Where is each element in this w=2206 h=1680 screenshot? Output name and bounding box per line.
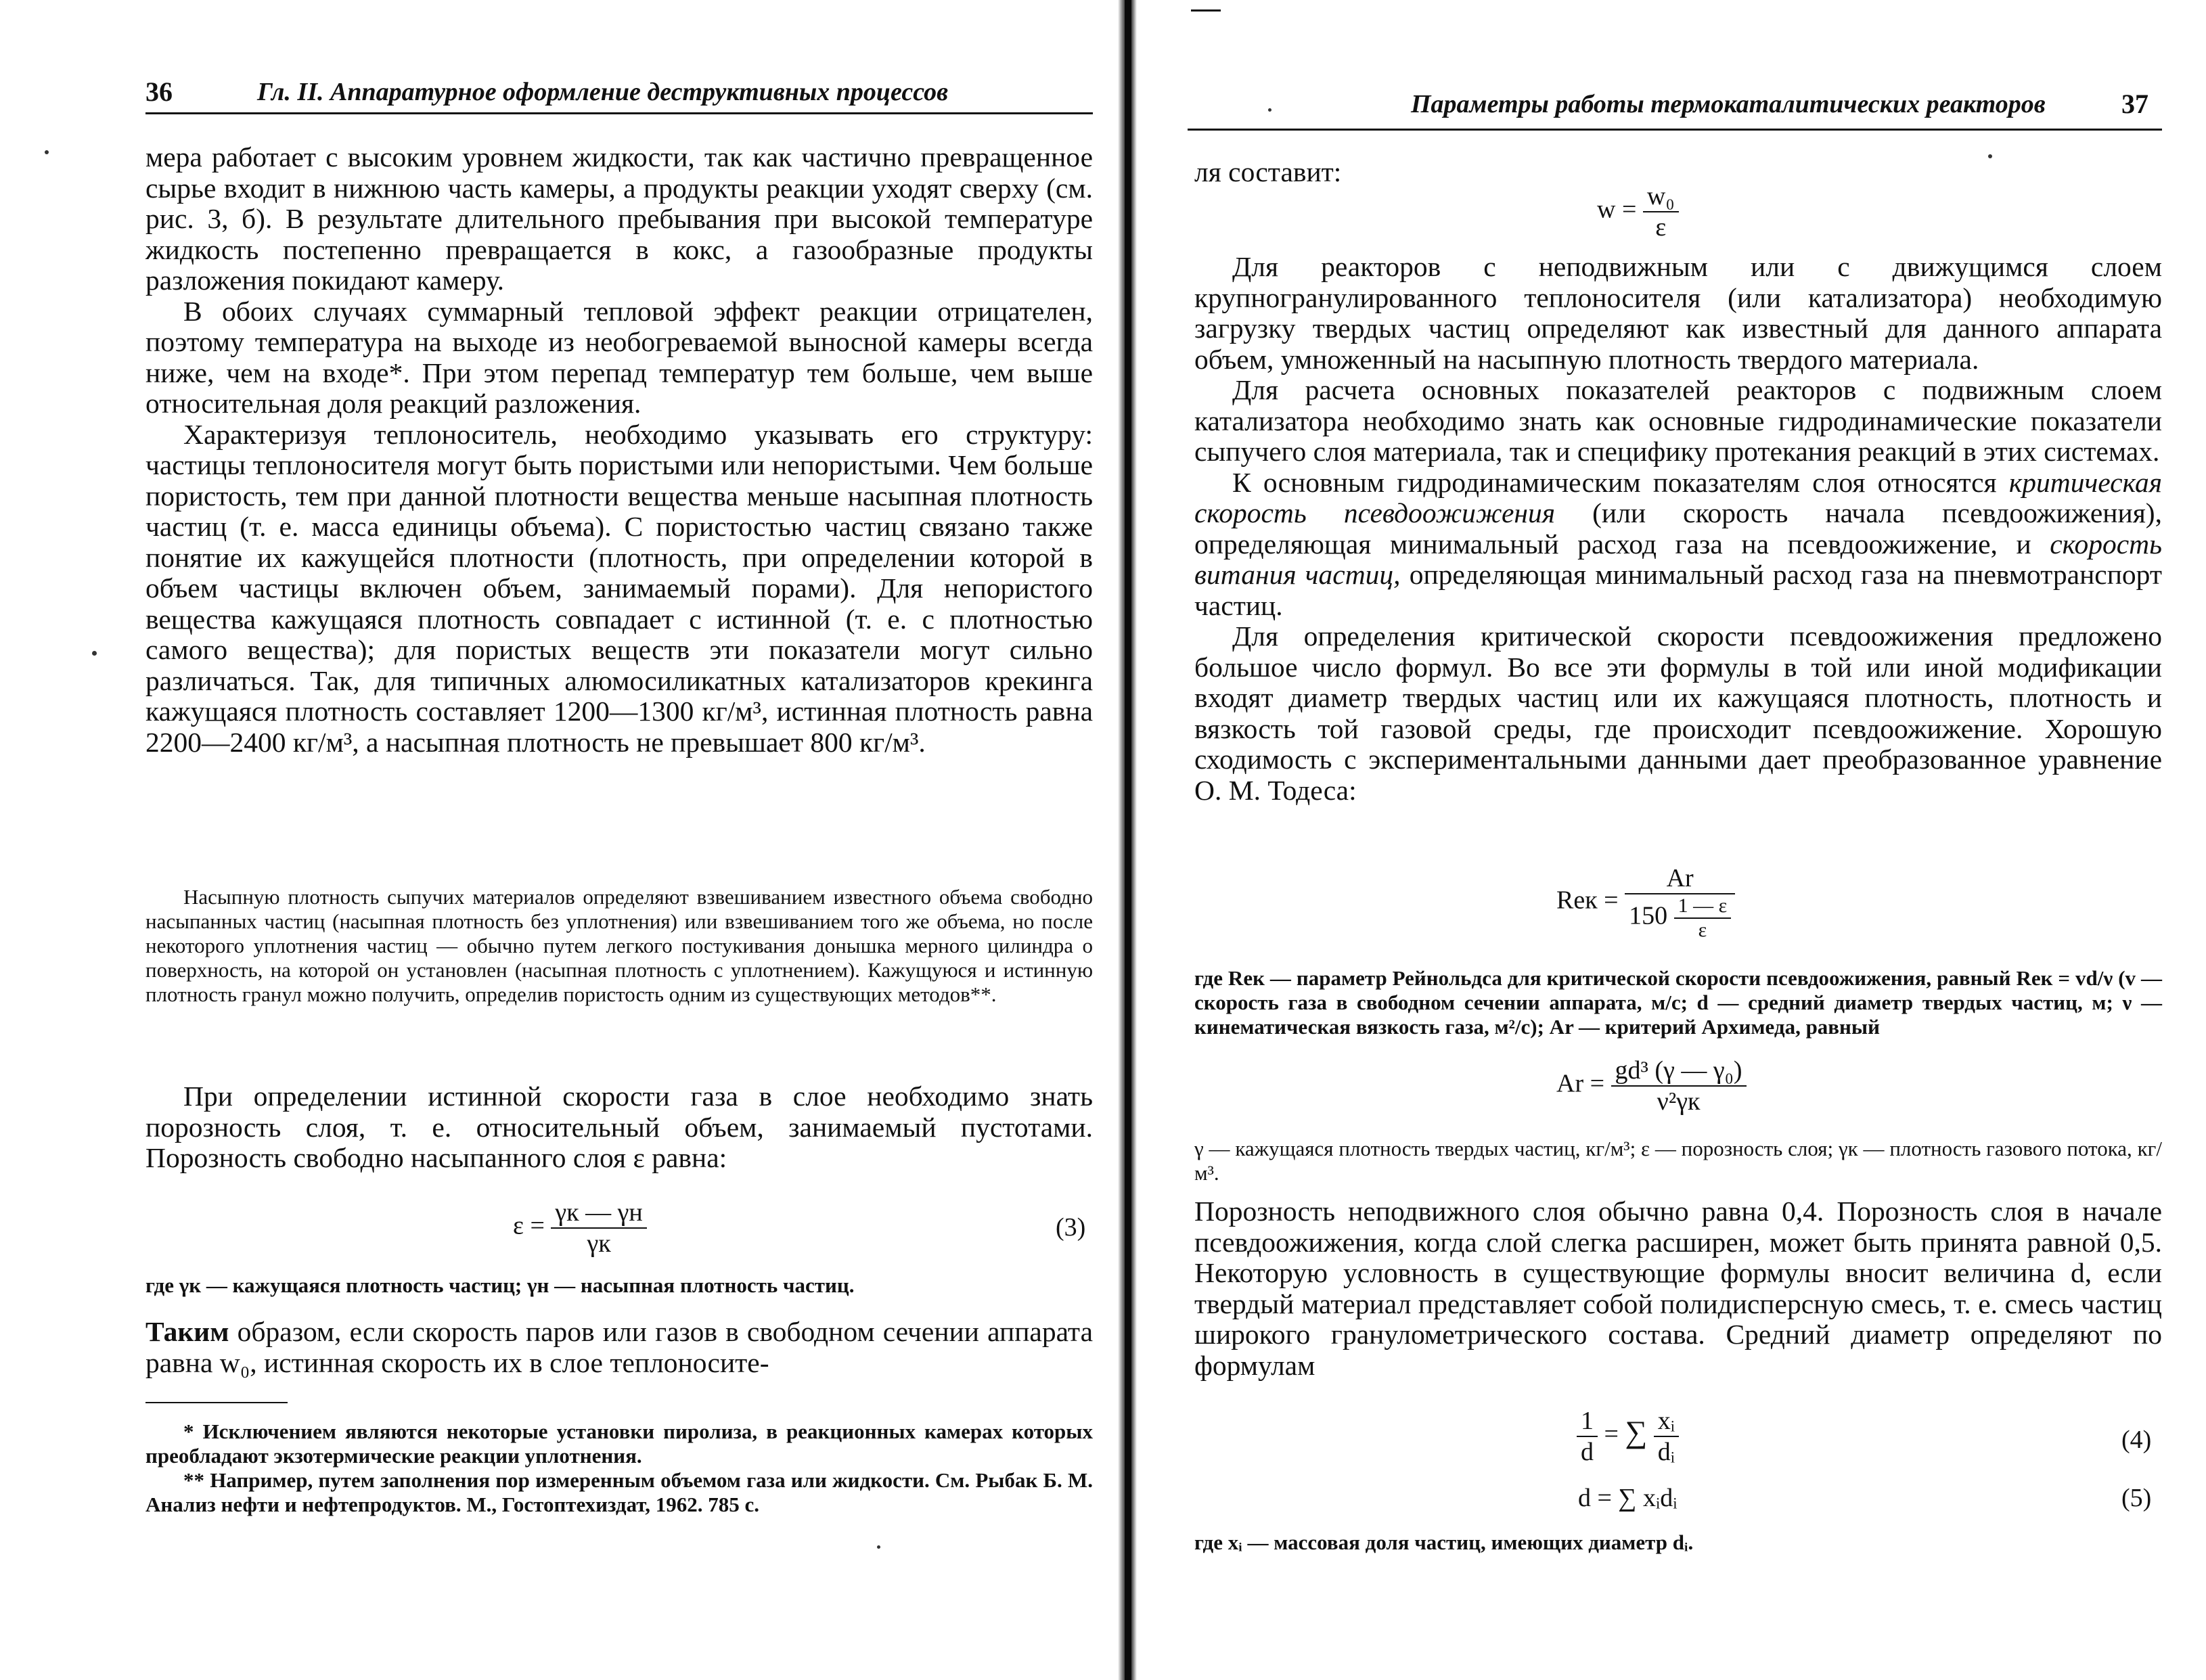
left-small-block <box>145 885 1093 1007</box>
formula-re-den-prefix: 150 <box>1629 901 1668 930</box>
right-running-head <box>1188 76 2162 119</box>
formula-3-numerator: γк — γн <box>551 1198 646 1229</box>
key-start: К основным гидродинамическим показателям слоя относятся <box>1232 466 1997 498</box>
left-paragraph-2: В обоих случаях суммарный тепловой эффект реакции отрицателен, поэтому температура на выходе из необогреваемой выносной камеры всегда ниже, чем на входе*. При этом перепад температур тем больше, чем выше относительная доля реакций разложения. <box>145 295 1093 419</box>
left-porosity-paragraph: При определении истинной скорости газа в слое необходимо знать порозность слоя, т. е. относительный объем, занимаемый пустотами. Порозность свободно насыпанного слоя ε равна: <box>145 1081 1093 1173</box>
left-paragraph-3: Характеризуя теплоноситель, необходимо указывать его структуру: частицы теплоносителя могут быть пористыми или непористыми. Чем больше пористость, тем при данной плотности вещества меньше насыпная плотность частиц (т. е. масса единицы объема). С пористостью частиц связано также понятие их кажущейся плотности (плотность, при определении которой в объем частицы включен объем, занимаемый порами). Для непористого вещества кажущаяся плотность совпадает с истинной (т. е. с плотностью самого вещества); для пористых веществ эти показатели могут сильно различаться. Так, для типичных алюмосиликатных катализаторов крекинга кажущаяся плотность составляет 1200—1300 кг/м³, истинная плотность равна 2200—2400 кг/м³, а насыпная плотность не превышает 800 кг/м³. <box>145 418 1093 758</box>
formula-ar-lhs: Ar = <box>1556 1069 1605 1098</box>
formula-4-sum: ∑ <box>1625 1414 1648 1449</box>
formula-w-lhs: w = <box>1597 195 1637 224</box>
right-paragraph-1: Для реакторов с неподвижным или с движущимся слоем крупногранулированного теплоносителя (или катализатора) необходимую загрузку твердых частиц определяют как известный для данного аппарата объем, умноженный на насыпную плотность твердого материала. <box>1194 251 2162 375</box>
right-lead-in: ля составит: <box>1194 156 1342 187</box>
right-paragraph-todes: Для определения критической скорости псевдоожижения предложено большое число формул. Во все эти формулы в той или иной модификации входят диаметр твердых частиц или их кажущаяся плотность, плотность и вязкость той газовой среды, где происходит псевдоожижение. Хорошую сходимость с экспериментальными данными дает преобразованное уравнение О. М. Тодеса: <box>1194 620 2162 806</box>
right-running-head-title: Параметры работы термокаталитических реакторов <box>1411 90 2046 118</box>
left-final-lead: Таким <box>145 1316 229 1347</box>
scan-speck <box>1268 108 1271 112</box>
right-head-rule <box>1188 129 2162 131</box>
left-main-text <box>145 142 1093 758</box>
right-where-x-block <box>1194 1530 2162 1555</box>
key-term-1: критическая скорость псевдоожижения <box>1194 466 2162 528</box>
left-where-line: где γк — кажущаяся плотность частиц; γн — насыпная плотность частиц. <box>145 1273 855 1297</box>
formula-w-denominator: ε <box>1655 213 1667 242</box>
formula-ar-fraction <box>1611 1055 1747 1116</box>
right-main-text <box>1194 252 2162 806</box>
right-page <box>1137 0 2206 1680</box>
formula-4-rhs-denominator: dᵢ <box>1657 1438 1675 1466</box>
formula-4-rhs-fraction <box>1654 1406 1679 1467</box>
left-final-text: образом, если скорость паров или газов в свободном сечении аппарата равна w₀, истинная скорость их в слое теплоносите- <box>145 1316 1093 1378</box>
left-running-head <box>145 76 1093 116</box>
left-footnote-rule <box>145 1402 288 1403</box>
formula-re-numerator: Ar <box>1625 863 1735 894</box>
left-porosity-block <box>145 1081 1093 1174</box>
left-running-head-title: Гл. II. Аппаратурное оформление деструктивных процессов <box>257 78 949 106</box>
formula-ar <box>1556 1055 1747 1116</box>
right-porosity-paragraph: Порозность неподвижного слоя обычно равна 0,4. Порозность слоя в начале псевдоожижения, когда слой слегка расширен, может быть принята равной 0,5. Некоторую условность в существующие формулы вносит величина d, если твердый материал представляет собой полидисперсную смесь, т. е. смесь частиц широкого гранулометрического состава. Средний диаметр определяют по формулам <box>1194 1196 2162 1381</box>
formula-re <box>1556 863 1735 942</box>
scan-speck <box>877 1545 880 1549</box>
formula-5: d = ∑ xᵢdᵢ <box>1578 1484 1678 1512</box>
scan-speck <box>45 150 49 154</box>
formula-4-lhs-fraction <box>1577 1406 1598 1467</box>
right-where-ar: γ — кажущаяся плотность твердых частиц, кг/м³; ε — порозность слоя; γк — плотность газового потока, кг/м³. <box>1194 1137 2162 1185</box>
formula-re-inner-fraction <box>1674 894 1732 942</box>
right-where-ar-block <box>1194 1137 2162 1185</box>
formula-3-denominator: γк <box>587 1229 611 1258</box>
formula-re-lhs: Reк = <box>1556 886 1619 915</box>
right-porosity-block <box>1194 1196 2162 1381</box>
formula-re-fraction <box>1625 863 1735 942</box>
formula-4-number: (4) <box>2121 1426 2152 1454</box>
scan-speck <box>92 651 97 656</box>
left-paragraph-1: мера работает с высоким уровнем жидкости, так как частично превращенное сырье входит в нижнюю часть камеры, а продукты реакции уходят сверху (см. рис. 3, б). В результате длительного пребывания при высокой температуре жидкость постепенно превращается в кокс, а газообразные продукты разложения покидают камеру. <box>145 141 1093 296</box>
formula-3-fraction <box>551 1198 646 1258</box>
left-where-block <box>145 1273 1093 1298</box>
left-footnotes <box>145 1420 1093 1517</box>
formula-4-lhs-numerator: 1 <box>1577 1406 1598 1437</box>
formula-ar-denominator: ν²γк <box>1657 1087 1701 1116</box>
formula-w <box>1597 181 1679 242</box>
key-end: определяющая минимальный расход газа на пневмотранспорт частиц. <box>1194 559 2162 621</box>
formula-5-number: (5) <box>2121 1484 2152 1512</box>
left-small-paragraph: Насыпную плотность сыпучих материалов определяют взвешиванием известного объема свободно насыпанных частиц (насыпная плотность без уплотнения) или взвешиванием того же объема, но после некоторого уплотнения частиц — обычно путем легкого постукивания донышка мерного цилиндра о поверхность, на которой он установлен (насыпная плотность с уплотнением). Кажущуюся и истинную плотность гранул можно получить, определив пористость одним из существующих методов**. <box>145 885 1093 1006</box>
key-term-2: скорость витания частиц, <box>1194 528 2162 590</box>
formula-4-eq: = <box>1604 1420 1619 1449</box>
formula-4-lhs-denominator: d <box>1581 1438 1594 1466</box>
left-final-paragraph <box>145 1317 1093 1378</box>
formula-re-denominator <box>1625 894 1735 942</box>
left-page-number: 36 <box>145 76 173 107</box>
right-where-re: где Reк — параметр Рейнольдса для критической скорости псевдоожижения, равный Reк = vd/ν (v — скорость газа в свободном сечении аппарата, м/с; d — средний диаметр твердых частиц, м; ν — кинематическая вязкость газа, м²/с); Ar — критерий Архимеда, равный <box>1194 966 2162 1039</box>
left-head-rule <box>145 112 1093 114</box>
formula-3-number: (3) <box>1056 1213 1086 1242</box>
formula-4-rhs-numerator: xᵢ <box>1654 1406 1679 1437</box>
left-final-block <box>145 1317 1093 1378</box>
book-spine-shadow <box>1125 0 1131 1680</box>
formula-3-lhs: ε = <box>513 1211 545 1240</box>
left-footnote-2: ** Например, путем заполнения пор измеренным объемом газа или жидкости. См. Рыбак Б. М. Анализ нефти и нефтепродуктов. М., Гостоптехиздат, 1962. 785 с. <box>145 1468 1093 1516</box>
formula-w-numerator: w₀ <box>1643 181 1679 212</box>
key-middle: (или скорость начала псевдоожижения), определяющая минимальный расход газа на псевдоожижение, и <box>1194 497 2162 560</box>
right-paragraph-key <box>1194 468 2162 622</box>
formula-ar-numerator: gd³ (γ — γ₀) <box>1611 1055 1747 1087</box>
formula-3 <box>513 1198 647 1258</box>
formula-re-inner-denominator: ε <box>1698 919 1707 941</box>
formula-4 <box>1577 1406 1679 1467</box>
right-where-re-block <box>1194 966 2162 1039</box>
right-top-mark <box>1191 9 1221 12</box>
scan-speck <box>1988 154 1992 158</box>
formula-w-fraction <box>1643 181 1679 242</box>
right-where-x: где xᵢ — массовая доля частиц, имеющих диаметр dᵢ. <box>1194 1530 1694 1554</box>
right-paragraph-2: Для расчета основных показателей реакторов с подвижным слоем катализатора необходимо знать как основные гидродинамические показатели сыпучего слоя материала, так и специфику протекания реакций в этих системах. <box>1194 374 2162 467</box>
left-footnote-1: * Исключением являются некоторые установки пиролиза, в реакционных камерах которых преобладают экзотермические реакции уплотнения. <box>145 1420 1093 1468</box>
right-page-number: 37 <box>2121 89 2148 119</box>
formula-re-inner-numerator: 1 — ε <box>1674 894 1732 919</box>
